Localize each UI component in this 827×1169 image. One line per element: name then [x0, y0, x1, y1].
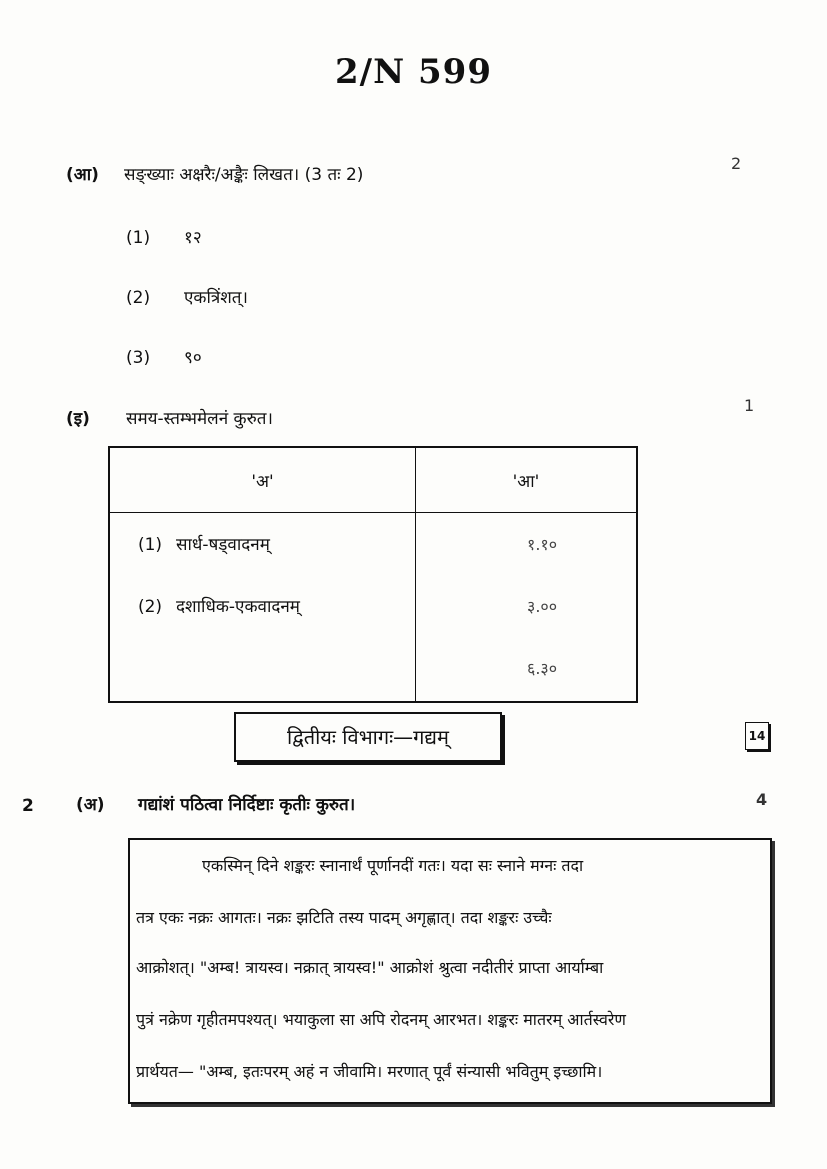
- row-text: दशाधिक-एकवादनम्: [176, 597, 300, 617]
- passage-line: आक्रोशत्। "अम्ब! त्रायस्व। नक्रात् त्रायस्व!" आक्रोशं श्रुत्वा नदीतीरं प्राप्ता आर्याम्बा: [136, 958, 604, 977]
- row-text: सार्ध-षड्वादनम्: [176, 535, 270, 555]
- table-value: ३.००: [527, 597, 558, 616]
- column-a-header: 'अ': [109, 447, 416, 513]
- table-value: ६.३०: [527, 659, 558, 678]
- item-number: (1): [126, 228, 151, 248]
- passage-line: तत्र एकः नक्रः आगतः। नक्रः झटिति तस्य पादम् अगृह्णात्। तदा शङ्करः उच्चैः: [136, 908, 552, 927]
- section-marks: 14: [745, 722, 769, 750]
- row-number: (2): [137, 597, 163, 617]
- question-2-number: 2: [22, 796, 34, 816]
- table-row: [124, 514, 414, 576]
- item-text: ९०: [184, 348, 202, 368]
- item-number: (3): [126, 348, 151, 368]
- question-aa-prompt: सङ्ख्याः अक्षरैः/अङ्कैः लिखत। (3 तः 2): [124, 165, 364, 185]
- question-i-marks: 1: [744, 396, 755, 415]
- column-aa-header: 'आ': [416, 447, 638, 513]
- question-2-prompt: गद्यांशं पठित्वा निर्दिष्टाः कृतीः कुरुत।: [138, 795, 356, 815]
- matching-table: [108, 446, 638, 703]
- question-aa-marks: 2: [731, 154, 742, 173]
- paper-code: 2/N 599: [335, 52, 492, 92]
- passage-line: पुत्रं नक्रेण गृहीतमपश्यत्। भयाकुला सा अपि रोदनम् आरभत। शङ्करः मातरम् आर्तस्वरेण: [136, 1010, 626, 1029]
- question-2-marks: 4: [756, 790, 768, 809]
- item-text: १२: [184, 228, 202, 248]
- list-item: [126, 225, 202, 248]
- passage-box: [128, 838, 772, 1104]
- column-a-cell: [109, 513, 416, 703]
- table-value: १.१०: [527, 535, 558, 554]
- question-2-label: (अ): [76, 795, 105, 815]
- item-number: (2): [126, 288, 151, 308]
- column-aa-cell: [416, 513, 638, 703]
- table-row: [124, 576, 414, 638]
- item-text: एकत्रिंशत्।: [184, 288, 248, 308]
- question-i-prompt: समय-स्तम्भमेलनं कुरुत।: [126, 409, 273, 429]
- list-item: [126, 285, 248, 308]
- question-aa-label: (आ): [66, 165, 99, 185]
- list-item: [126, 345, 202, 368]
- row-number: (1): [137, 535, 163, 555]
- passage-line: एकस्मिन् दिने शङ्करः स्नानार्थं पूर्णानदीं गतः। यदा सः स्नाने मग्नः तदा: [202, 856, 584, 875]
- section-title: द्वितीयः विभागः—गद्यम्: [234, 712, 502, 762]
- question-i-label: (इ): [66, 409, 90, 429]
- passage-line: प्रार्थयत— "अम्ब, इतःपरम् अहं न जीवामि। मरणात् पूर्वं संन्यासी भवितुम् इच्छामि।: [136, 1062, 603, 1081]
